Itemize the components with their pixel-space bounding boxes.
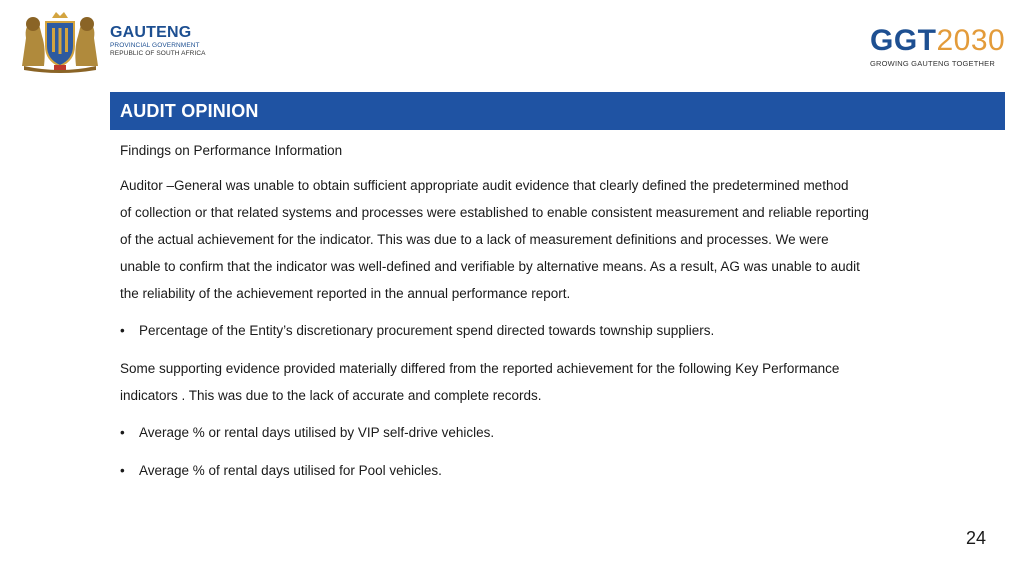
supporting-evidence-paragraph <box>120 355 960 409</box>
bullet-item <box>120 457 960 485</box>
findings-subheading: Findings on Performance Information <box>120 143 343 158</box>
bullet-item <box>120 419 960 447</box>
ggt-year: 2030 <box>936 24 1006 57</box>
ggt2030-logo <box>870 24 1006 68</box>
bullet-icon: • <box>120 323 125 338</box>
bullet-text: Average % or rental days utilised by VIP self-drive vehicles. <box>139 425 495 440</box>
paragraph-line: of the actual achievement for the indicator. This was due to a lack of measurement definitions and processes. We were <box>120 232 829 247</box>
bullet-icon: • <box>120 463 125 478</box>
paragraph-line: indicators . This was due to the lack of accurate and complete records. <box>120 388 542 403</box>
auditor-paragraph <box>120 172 960 307</box>
ggt-tagline: GROWING GAUTENG TOGETHER <box>870 59 995 68</box>
gauteng-subtitle-1: PROVINCIAL GOVERNMENT <box>110 42 200 49</box>
coat-of-arms-icon <box>16 8 104 74</box>
gauteng-subtitle-2: REPUBLIC OF SOUTH AFRICA <box>110 50 206 57</box>
slide-content <box>120 140 960 495</box>
bullet-text: Percentage of the Entity’s discretionary procurement spend directed towards township suppliers. <box>139 323 715 338</box>
gauteng-wordmark <box>110 24 206 58</box>
page-number: 24 <box>965 528 986 548</box>
ggt-letters: GGT <box>870 24 937 57</box>
paragraph-line: the reliability of the achievement reported in the annual performance report. <box>120 286 571 301</box>
bullet-text: Average % of rental days utilised for Pool vehicles. <box>139 463 442 478</box>
title-bar <box>110 92 1005 130</box>
paragraph-line: Auditor –General was unable to obtain sufficient appropriate audit evidence that clearly defined the predetermined method <box>120 178 849 193</box>
gauteng-logo <box>16 8 206 74</box>
paragraph-line: Some supporting evidence provided materially differed from the reported achievement for the following Key Performance <box>120 361 840 376</box>
paragraph-line: of collection or that related systems and processes were established to enable consistent measurement and reliable reporting <box>120 205 869 220</box>
ggt-wordmark <box>870 24 1006 57</box>
bullet-icon: • <box>120 425 125 440</box>
bullet-item <box>120 317 960 345</box>
paragraph-line: unable to confirm that the indicator was well-defined and verifiable by alternative means. As a result, AG was unable to audit <box>120 259 860 274</box>
gauteng-name: GAUTENG <box>110 24 192 41</box>
slide-title: AUDIT OPINION <box>120 100 259 121</box>
